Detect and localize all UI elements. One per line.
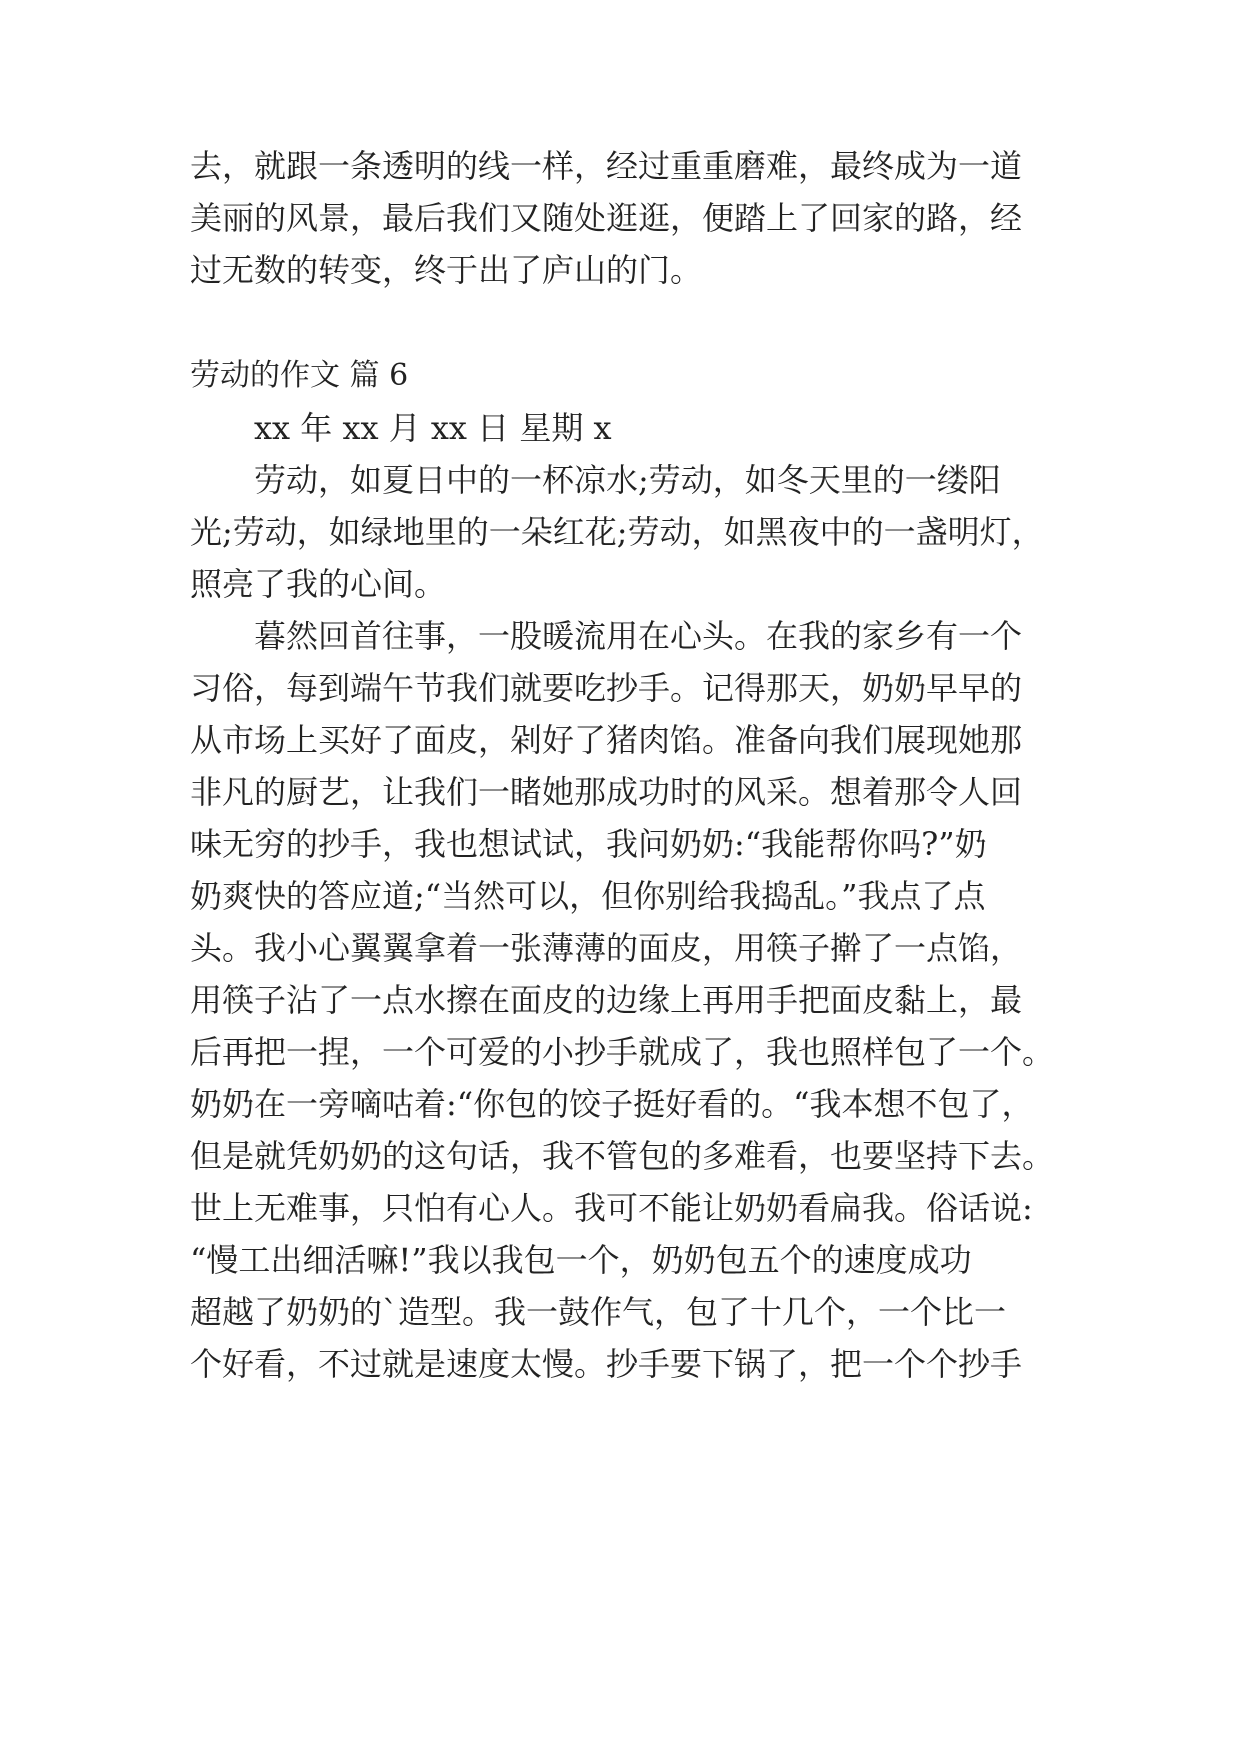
text-line: 去，就跟一条透明的线一样，经过重重磨难，最终成为一道 <box>190 147 1023 185</box>
text-line: 暮然回首往事，一股暖流用在心头。在我的家乡有一个 <box>254 617 1023 655</box>
text-line: 奶奶在一旁嘀咕着:“你包的饺子挺好看的。“我本想不包了， <box>190 1085 1034 1123</box>
text-line: 头。我小心翼翼拿着一张薄薄的面皮，用筷子擀了一点馅， <box>190 929 1023 967</box>
text-line: 后再把一捏，一个可爱的小抄手就成了，我也照样包了一个。 <box>190 1033 1055 1071</box>
text-line: 用筷子沾了一点水擦在面皮的边缘上再用手把面皮黏上，最 <box>190 981 1023 1019</box>
text-line: “慢工出细活嘛!”我以我包一个，奶奶包五个的速度成功 <box>190 1241 972 1279</box>
text-line: 习俗，每到端午节我们就要吃抄手。记得那天，奶奶早早的 <box>190 669 1023 707</box>
text-line: 美丽的风景，最后我们又随处逛逛，便踏上了回家的路，经 <box>190 199 1023 237</box>
date-line: xx 年 xx 月 xx 日 星期 x <box>254 409 612 447</box>
text-line: 奶爽快的答应道;“当然可以，但你别给我捣乱。”我点了点 <box>190 877 986 915</box>
text-line: 照亮了我的心间。 <box>190 565 447 603</box>
text-line: 世上无难事，只怕有心人。我可不能让奶奶看扁我。俗话说: <box>190 1189 1033 1227</box>
text-line: 光;劳动，如绿地里的一朵红花;劳动，如黑夜中的一盏明灯， <box>190 513 1044 551</box>
text-line: 超越了奶奶的`造型。我一鼓作气，包了十几个，一个比一 <box>190 1293 1007 1331</box>
text-line: 非凡的厨艺，让我们一睹她那成功时的风采。想着那令人回 <box>190 773 1023 811</box>
text-line: 味无穷的抄手，我也想试试，我问奶奶:“我能帮你吗?”奶 <box>190 825 987 863</box>
text-line: 但是就凭奶奶的这句话，我不管包的多难看，也要坚持下去。 <box>190 1137 1055 1175</box>
text-line: 从市场上买好了面皮，剁好了猪肉馅。准备向我们展现她那 <box>190 721 1023 759</box>
text-line: 过无数的转变，终于出了庐山的门。 <box>190 251 703 289</box>
section-heading: 劳动的作文 篇 6 <box>190 358 409 393</box>
text-line: 个好看，不过就是速度太慢。抄手要下锅了，把一个个抄手 <box>190 1345 1023 1383</box>
text-line: 劳动，如夏日中的一杯凉水;劳动，如冬天里的一缕阳 <box>254 461 1001 499</box>
